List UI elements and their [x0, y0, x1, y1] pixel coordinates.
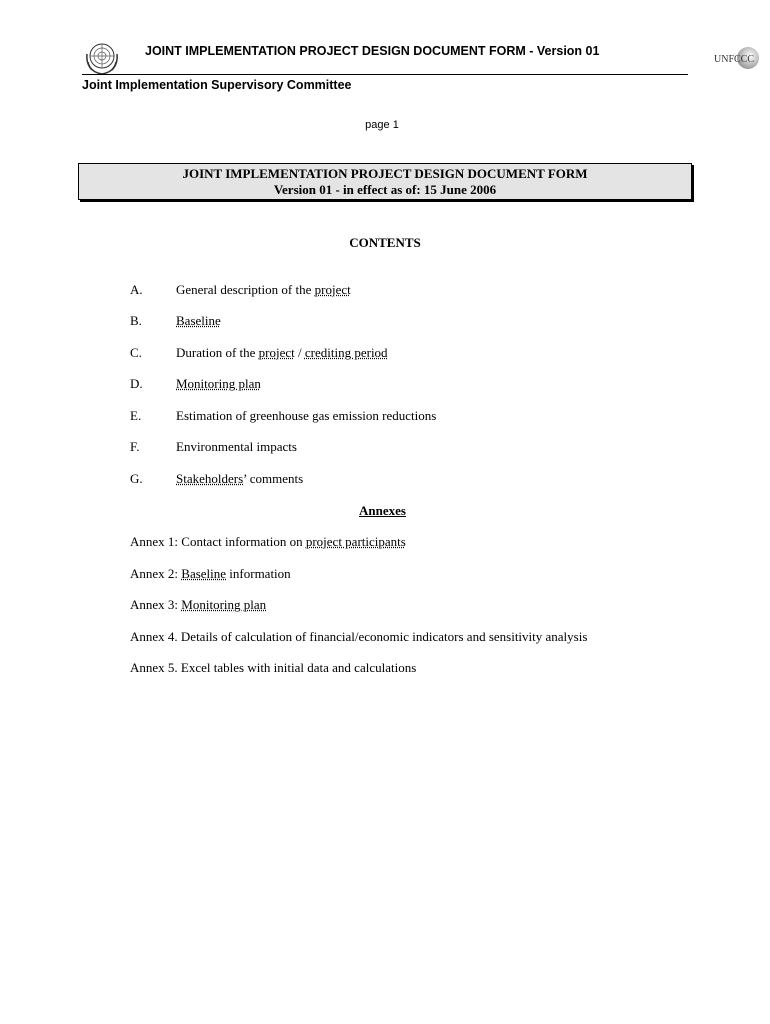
annex-item-2[interactable]: Annex 2: Baseline information — [130, 566, 291, 581]
svg-text:UNFCCC: UNFCCC — [714, 54, 755, 65]
form-title: JOINT IMPLEMENTATION PROJECT DESIGN DOCUMENT FORM — [182, 166, 588, 181]
form-title-box — [78, 163, 692, 200]
page-number-label: page 1 — [365, 119, 399, 131]
contents-item-text: Estimation of greenhouse gas emission reductions — [176, 408, 437, 423]
contents-item-text: General description of the project — [176, 282, 351, 297]
unfccc-logo-icon — [712, 46, 760, 70]
contents-item-letter: D. — [130, 376, 143, 391]
contents-item-text: Stakeholders’ comments — [176, 471, 304, 486]
contents-item-text: Baseline — [176, 313, 221, 328]
un-emblem-icon — [84, 40, 120, 76]
contents-item-letter: F. — [130, 439, 140, 454]
header-divider — [82, 74, 688, 75]
header-title: JOINT IMPLEMENTATION PROJECT DESIGN DOCUMENT FORM - Version 01 — [145, 44, 600, 58]
annex-item-1[interactable]: Annex 1: Contact information on project participants — [130, 534, 406, 549]
contents-item-text: Environmental impacts — [176, 439, 297, 454]
contents-heading — [0, 235, 770, 251]
contents-heading-label: CONTENTS — [349, 235, 421, 250]
committee-name: Joint Implementation Supervisory Committee — [82, 78, 352, 92]
contents-item-text: Monitoring plan — [176, 376, 261, 391]
contents-item-letter: B. — [130, 313, 142, 328]
annex-item-3[interactable]: Annex 3: Monitoring plan — [130, 597, 267, 612]
contents-item-letter: C. — [130, 345, 142, 360]
page-number — [0, 119, 770, 131]
contents-item-letter: A. — [130, 282, 143, 297]
form-version: Version 01 - in effect as of: 15 June 2006 — [273, 182, 497, 197]
contents-item-letter: E. — [130, 408, 142, 423]
annex-item-4[interactable]: Annex 4. Details of calculation of financial/economic indicators and sensitivity analysis — [130, 629, 588, 644]
contents-item-letter: G. — [130, 471, 143, 486]
contents-item-text: Duration of the project / crediting period — [176, 345, 388, 360]
annexes-heading: Annexes — [359, 503, 406, 518]
annex-item-5[interactable]: Annex 5. Excel tables with initial data and calculations — [130, 660, 417, 675]
